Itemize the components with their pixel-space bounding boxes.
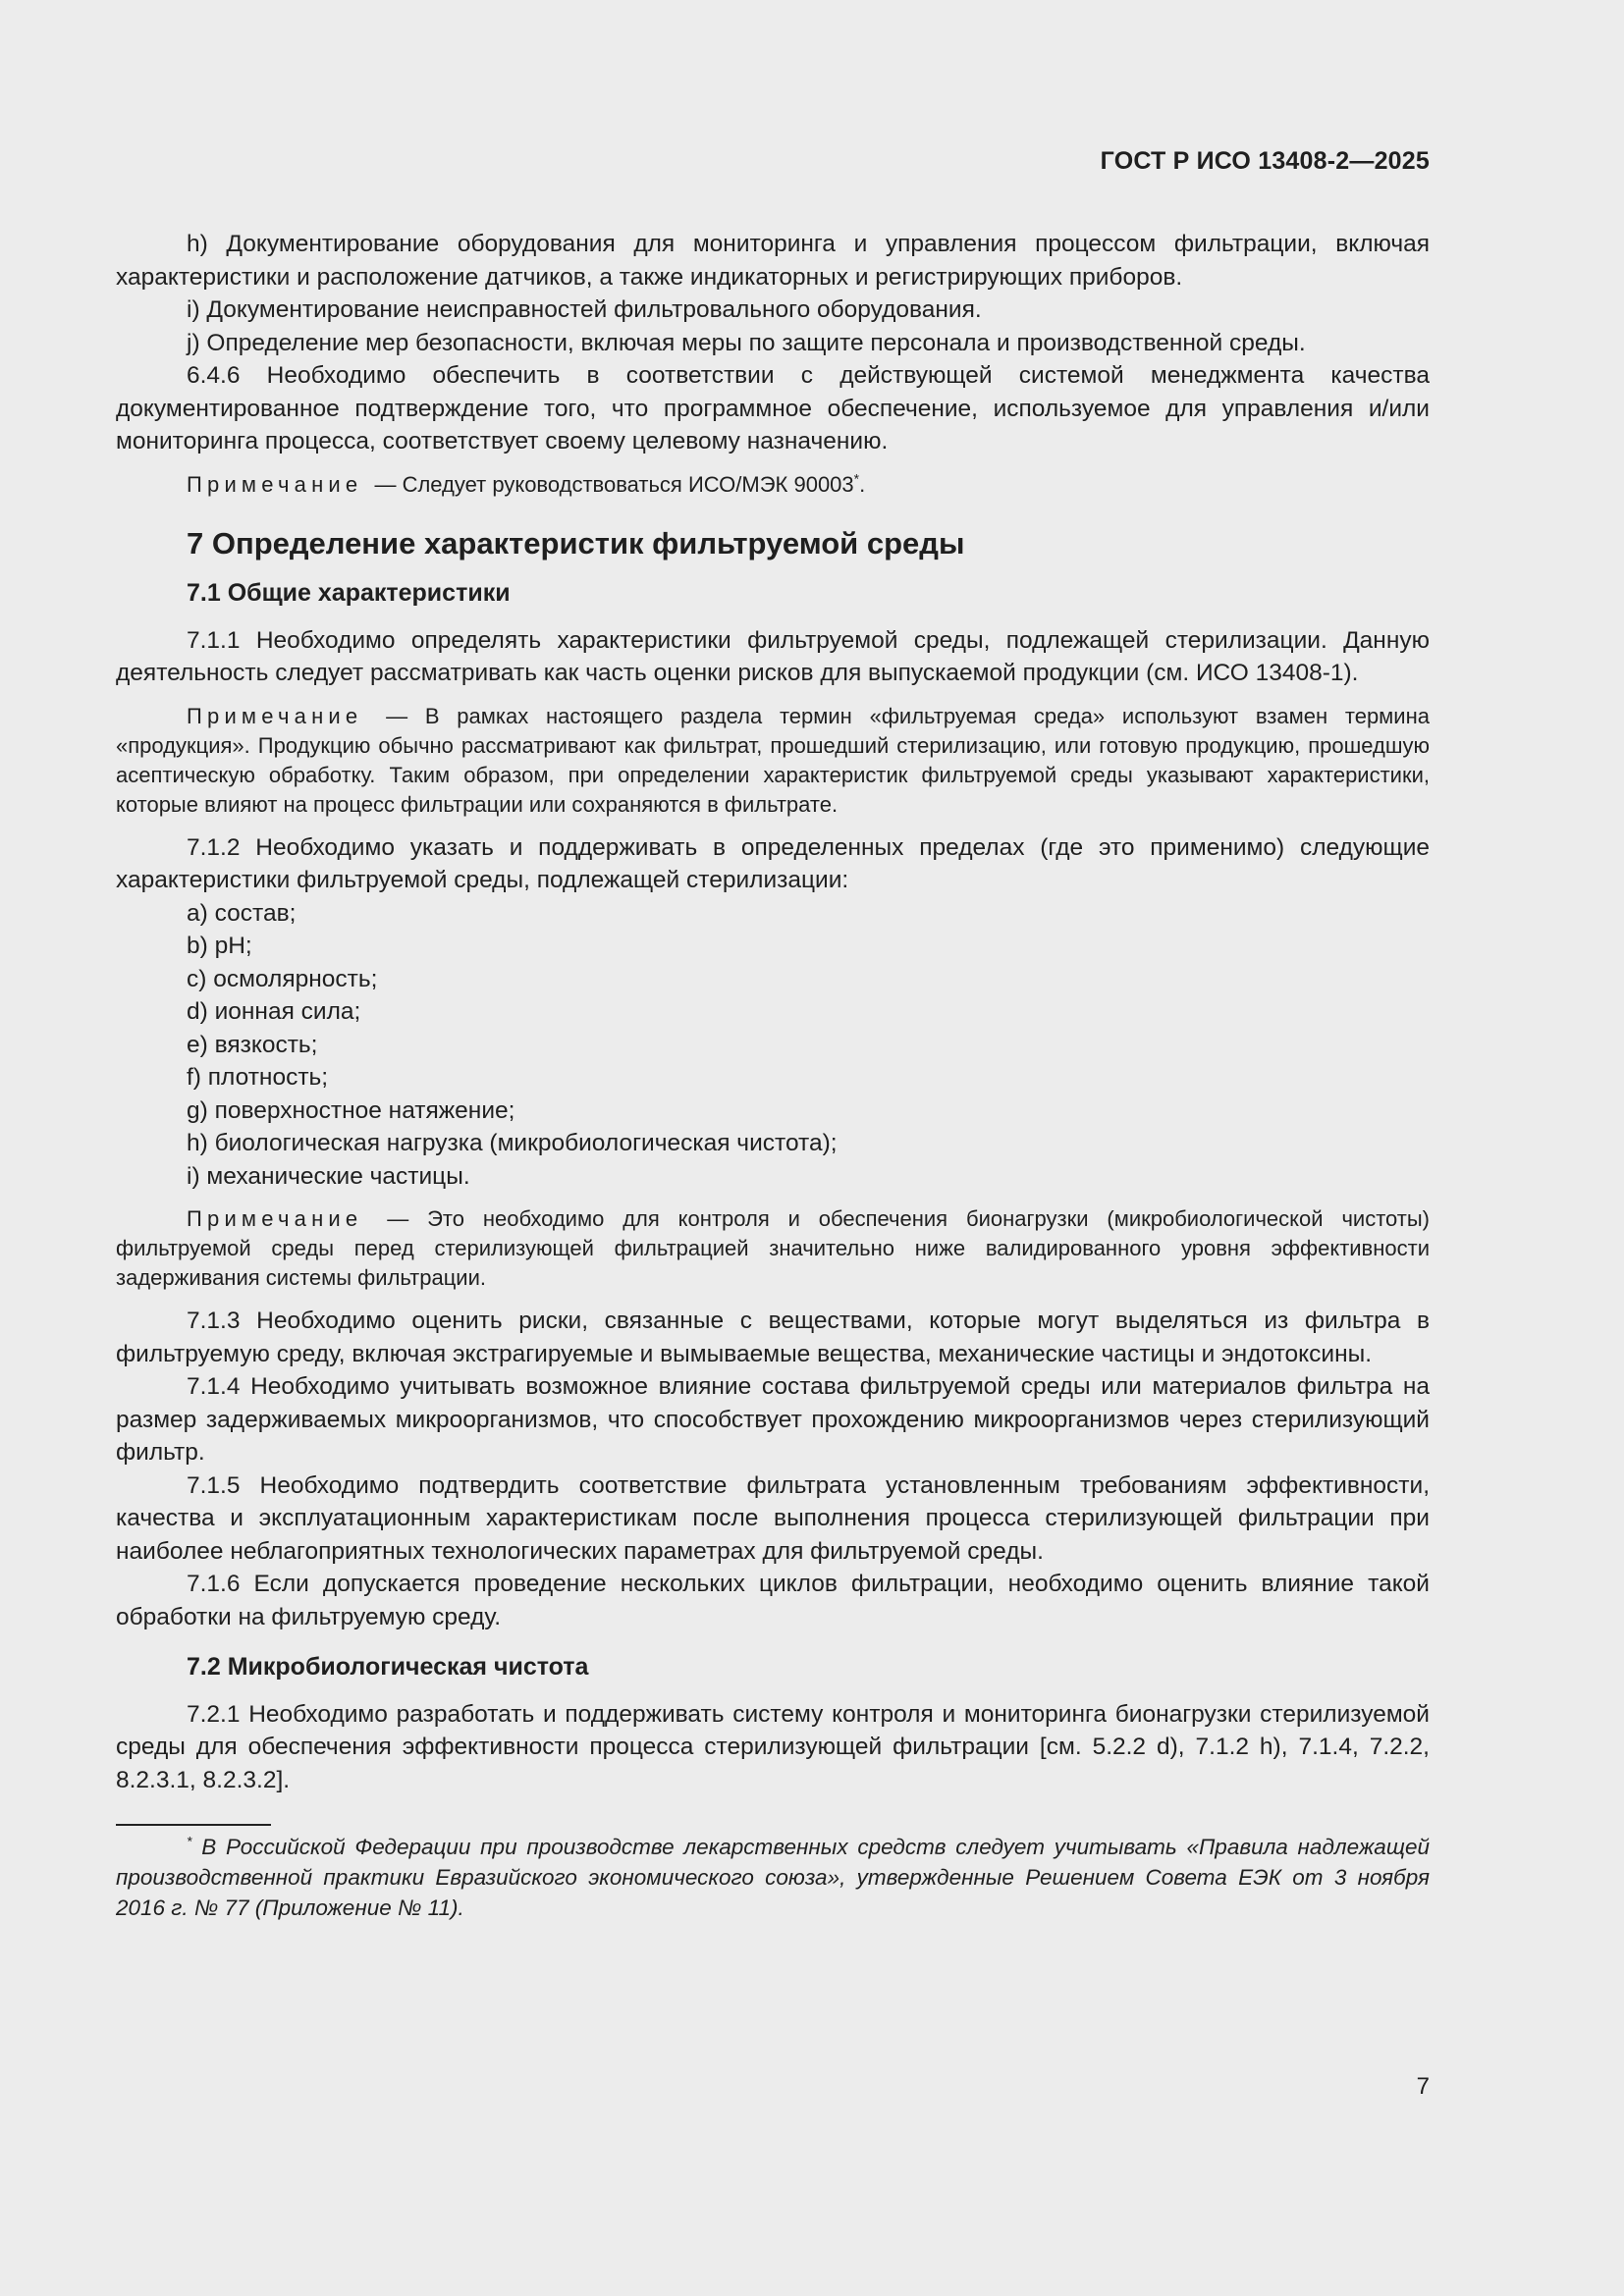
- section-7-1-heading: 7.1 Общие характеристики: [187, 579, 511, 607]
- note-1-end: .: [859, 471, 866, 497]
- characteristics-list: [116, 897, 1430, 1194]
- list-item: h) биологическая нагрузка (микробиологическая чистота);: [187, 1130, 838, 1156]
- note-2: [116, 702, 1430, 820]
- page-number: 7: [1416, 2073, 1430, 2100]
- list-item: e) вязкость;: [187, 1031, 318, 1058]
- section-7-heading: 7 Определение характеристик фильтруемой среды: [187, 525, 965, 561]
- paragraph-h: h) Документирование оборудования для мониторинга и управления процессом фильтрации, включая характеристики и расположение датчиков, а также индикаторных и регистрирующих приборов.: [116, 231, 1430, 291]
- note-2-text: — В рамках настоящего раздела термин «фильтруемая среда» используют взамен термина «продукция». Продукцию обычно рассматривают как фильтрат, прошедший стерилизацию, или готовую продукцию, прошедшую асептическую обработку. Таким образом, при определении характеристик фильтруемой среды указывают характеристики, которые влияют на процесс фильтрации или сохраняются в фильтрате.: [116, 703, 1430, 817]
- note-1: [116, 470, 1430, 500]
- list-item: g) поверхностное натяжение;: [187, 1096, 515, 1124]
- note-label: Примечание: [187, 1206, 363, 1231]
- paragraph-7-1-5: 7.1.5 Необходимо подтвердить соответствие фильтрата установленным требованиям эффективности, качества и эксплуатационным характеристикам после выполнения процесса стерилизующей фильтрации при наиболее неблагоприятных технологических параметрах для фильтруемой среды.: [116, 1471, 1430, 1565]
- note-label: Примечание: [187, 471, 363, 497]
- paragraph-i: i) Документирование неисправностей фильтровального оборудования.: [187, 296, 982, 323]
- document-header: ГОСТ Р ИСО 13408-2—2025: [1100, 147, 1430, 175]
- note-3: [116, 1204, 1430, 1293]
- note-3-text: — Это необходимо для контроля и обеспечения бионагрузки (микробиологической чистоты) фильтруемой среды перед стерилизующей фильтрацией значительно ниже валидированного уровня эффективности задерживания системы фильтрации.: [116, 1206, 1430, 1290]
- paragraph-6-4-6: 6.4.6 Необходимо обеспечить в соответствии с действующей системой менеджмента качества документированное подтверждение того, что программное обеспечение, используемое для управления и/или мониторинга процесса, соответствует своему целевому назначению.: [116, 362, 1430, 454]
- list-item: d) ионная сила;: [187, 998, 361, 1025]
- list-item: b) pH;: [187, 933, 252, 959]
- footnote: [116, 1832, 1430, 1923]
- footnote-reference: *: [853, 470, 860, 487]
- page-content: [116, 0, 1430, 1923]
- footnote-text: В Российской Федерации при производстве лекарственных средств следует учитывать «Правила надлежащей производственной практики Евразийского экономического союза», утвержденные Решением Совета ЕЭК от 3 ноября 2016 г. № 77 (Приложение № 11).: [116, 1835, 1430, 1920]
- paragraph-7-2-1: 7.2.1 Необходимо разработать и поддерживать систему контроля и мониторинга бионагрузки стерилизуемой среды для обеспечения эффективности процесса стерилизующей фильтрации [см. 5.2.2 d), 7.1.2 h), 7.1.4, 7.2.2, 8.2.3.1, 8.2.3.2].: [116, 1700, 1430, 1793]
- list-item: f) плотность;: [187, 1064, 329, 1091]
- paragraph-7-1-6: 7.1.6 Если допускается проведение нескольких циклов фильтрации, необходимо оценить влияние такой обработки на фильтруемую среду.: [116, 1571, 1430, 1630]
- paragraph-7-1-4: 7.1.4 Необходимо учитывать возможное влияние состава фильтруемой среды или материалов фильтра на размер задерживаемых микроорганизмов, что способствует прохождению микроорганизмов через стерилизующий фильтр.: [116, 1373, 1430, 1466]
- paragraph-7-1-2: 7.1.2 Необходимо указать и поддерживать в определенных пределах (где это применимо) следующие характеристики фильтруемой среды, подлежащей стерилизации:: [116, 833, 1430, 893]
- list-item: a) состав;: [187, 899, 297, 927]
- list-item: i) механические частицы.: [187, 1162, 470, 1190]
- list-item: c) осмолярность;: [187, 965, 378, 992]
- section-7-2-heading: 7.2 Микробиологическая чистота: [187, 1653, 589, 1681]
- note-label: Примечание: [187, 703, 363, 728]
- paragraph-7-1-3: 7.1.3 Необходимо оценить риски, связанные с веществами, которые могут выделяться из фильтра в фильтруемую среду, включая экстрагируемые и вымываемые вещества, механические частицы и эндотоксины.: [116, 1308, 1430, 1367]
- paragraph-7-1-1: 7.1.1 Необходимо определять характеристики фильтруемой среды, подлежащей стерилизации. Данную деятельность следует рассматривать как часть оценки рисков для выпускаемой продукции (см. ИСО 13408-1).: [116, 626, 1430, 686]
- note-1-text: — Следует руководствоваться ИСО/МЭК 90003: [368, 471, 854, 497]
- paragraph-j: j) Определение мер безопасности, включая меры по защите персонала и производственной среды.: [187, 329, 1306, 356]
- footnote-mark: *: [187, 1833, 192, 1849]
